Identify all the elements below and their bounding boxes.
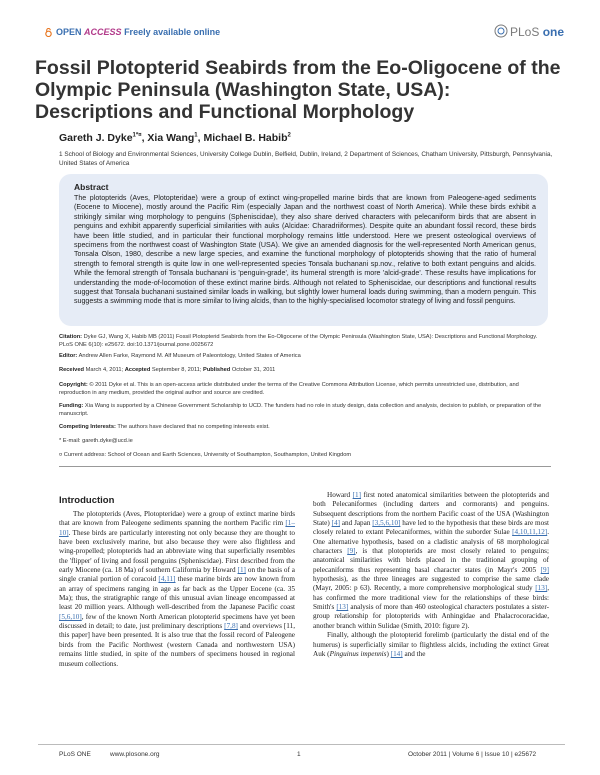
abstract-text: The plotopterids (Aves, Plotopteridae) were a group of extinct wing-propelled marine birds that are known from Paleogene-aged sediments (Eocene to Miocene), mostly around the Pacific Rim (especially Japan and the northwest coast of North America). While these birds exhibit a strikingly similar wing morphology to penguins (Spheniscidae), they also share derived characters with pelecaniform birds that are absent in penguins and exhibit apparently superficial similarities with auks (Alcidae: Charadriiformes). Despite quite an abundant fossil record, these birds have been little studied, and in particular their functional morphology remains little understood. Here we present osteological overviews of specimens from the northwest coast of Washington State (USA). We give an amended diagnosis for the well-represented North American genus, Tonsala Olson, 1980, describe a new large species, and examine the functional morphology of plotopterids showing that the ratio of humeral strength to femoral strength is quite low in one well-represented species Tonsala buchanani sp.nov., relative to both extant penguins and alcids. While the femoral strength of Tonsala buchanani is 'penguin-grade', its humeral strength is more 'alcid-grade'. These results have implications for understanding the mode-of-locomotion of these extinct marine birds. Although not related to Spheniscidae, our descriptions and functional results suggest that Tonsala buchanani sustained similar loads in walking, but slightly lower humeral loads during swimming, than a modern penguin. This suggests a swimming mode that is more similar to living alcids, than to the highly-specialised locomotor strategy of living and fossil penguins. xyxy=(74,194,536,306)
footer-url[interactable]: www.plosone.org xyxy=(110,751,160,758)
funding: Funding: Xia Wang is supported by a Chinese Government Scholarship to UCD. The funders had no role in study design, data collection and analysis, decision to publish, or preparation of the manuscript. xyxy=(59,403,542,417)
reference-link[interactable]: [1] xyxy=(237,566,246,575)
reference-link[interactable]: [5,6,10] xyxy=(59,612,82,621)
plos-one-logo: PLoS one xyxy=(510,25,565,39)
footer-journal: PLoS ONE xyxy=(59,751,91,758)
reference-link[interactable]: [13] xyxy=(336,603,349,612)
paragraph: Howard [1] first noted anatomical similarities between the plotopterids and both Pelecaniformes (including darters and cormorants) and penguins. Subsequent descriptions from the northern Pacific coast of the USA (Washington State) [4] and Japan [3,5,6,10] have led to the hypothesis that these birds are most closely related to extant Pelecaniformes, within the suborder Sulae [4,10,11,12]. One alternative hypothesis, based on a cladistic analysis of 68 morphological characters [9], is that plotopterids are most closely related to penguins; anatomical similarities with birds placed in the traditional grouping of pelecaniforms thus representing basal character states (in Mayr's 2005 [9] hypothesis), as the three lineages are suggested to comprise the same clade (Mayr, 2005: p 63). Recently, a more comprehensive morphological study [13], has confirmed the more traditional view for the relationships of these birds: Smith's [13] analysis of more than 460 osteological characters postulates a sister-group relationship for plotopterids with Anhingidae and Phalacrocoracidae, another branch within Sulidae (Smith, 2010: figure 2). xyxy=(313,491,550,630)
author-name: Xia Wang xyxy=(147,132,195,144)
reference-link[interactable]: [13] xyxy=(535,584,548,593)
footer-divider xyxy=(38,744,565,745)
reference-link[interactable]: [3,5,6,10] xyxy=(372,519,401,528)
paragraph: The plotopterids (Aves, Plotopteridae) were a group of extinct marine birds that are known from Paleogene sediments spanning the northern Pacific rim [1–10]. These birds are particularly interesting not only because they are thought to have been exclusively marine, but also because they were also flightless and wing-propelled; plotopterids had an abbreviate wing that superficially resembles the 'flipper' of living and fossil penguins (Spheniscidae). First described from the early Miocene (ca. 18 Ma) of southern California by Howard [1] on the basis of a single cranial portion of coracoid [4,11] these marine birds are now known from an array of specimens ranging in age as far back as the Upper Eocene (ca. 35 Ma); thus, the stratigraphic range of this unusual avian lineage encompassed at least 20 million years. Although well-described from the Japanese Pacific coast [5,6,10], few of the known North American plotopterid specimens have yet been discussed in detail; to date, just preliminary descriptions [7,8] and overviews [11, this paper] have been presented. It is also true that the fossil record of Paleogene birds from the Pacific Northwest (western Canada and northwestern USA) remains little studied, in spite of the numbers of specimens housed in regional museum collections. xyxy=(59,510,296,668)
reference-link[interactable]: [7,8] xyxy=(224,622,238,631)
reference-link[interactable]: [1–10] xyxy=(59,519,295,537)
body-column-right xyxy=(313,491,549,659)
paragraph: Finally, although the plotopterid forelimb (particularly the distal end of the humerus) is superficially similar to flightless alcids, including the extinct Great Auk (Pinguinus impennis) [14] and the xyxy=(313,631,549,658)
page-number: 1 xyxy=(297,751,301,758)
reference-link[interactable]: [4,10,11,12] xyxy=(512,528,548,537)
author-name: Gareth J. Dyke xyxy=(59,132,133,144)
competing-interests: Competing Interests: The authors have declared that no competing interests exist. xyxy=(59,424,270,430)
divider xyxy=(59,466,551,467)
author-list: Gareth J. Dyke$^{1*¤}$, Xia Wang$^1$, Michael B. Habib$^2$ xyxy=(59,132,291,144)
citation: Citation: Dyke GJ, Wang X, Habib MB (2011) Fossil Plotopterid Seabirds from the Eo-Oligocene of the Olympic Peninsula (Washington State, USA): Descriptions and Functional Morphology. PLoS ONE 6(10): e25672. doi:10.1371/journal.pone.0025672 xyxy=(59,334,538,348)
copyright: Copyright: © 2011 Dyke et al. This is an open-access article distributed under the terms of the Creative Commons Attribution License, which permits unrestricted use, distribution, and reproduction in any medium, provided the original author and source are credited. xyxy=(59,382,519,396)
current-address: ¤ Current address: School of Ocean and Earth Sciences, University of Southampton, Southampton, United Kingdom xyxy=(59,452,352,458)
author-name: Michael B. Habib xyxy=(203,132,288,144)
open-access-lock-icon xyxy=(44,28,53,37)
reference-link[interactable]: [9] xyxy=(540,565,549,574)
reference-link[interactable]: [14] xyxy=(390,649,403,658)
introduction-heading: Introduction xyxy=(59,495,115,506)
body-column-left xyxy=(59,510,295,669)
email[interactable]: * E-mail: gareth.dyke@ucd.ie xyxy=(59,438,133,444)
reference-link[interactable]: [1] xyxy=(352,491,361,499)
plos-logo-icon xyxy=(494,24,508,38)
dates: Received March 4, 2011; Accepted September 8, 2011; Published October 31, 2011 xyxy=(59,367,276,373)
editor: Editor: Andrew Allen Farke, Raymond M. Alf Museum of Paleontology, United States of America xyxy=(59,353,301,359)
abstract-heading: Abstract xyxy=(74,182,109,192)
affiliations: 1 School of Biology and Environmental Sciences, University College Dublin, Belfield, Dublin, Ireland, 2 Department of Sciences, Chatham University, Pittsburgh, Pennsylvania, United States of America xyxy=(59,151,553,167)
reference-link[interactable]: [4,11] xyxy=(158,575,176,584)
article-title: Fossil Plotopterid Seabirds from the Eo-Oligocene of the Olympic Peninsula (Washington State, USA): Descriptions and Functional Morphology xyxy=(35,57,561,123)
reference-link[interactable]: [4] xyxy=(331,519,340,528)
footer-issue: October 2011 | Volume 6 | Issue 10 | e25672 xyxy=(408,751,537,758)
open-access-label: OPEN ACCESS Freely available online xyxy=(56,27,221,37)
reference-link[interactable]: [9] xyxy=(347,547,356,556)
